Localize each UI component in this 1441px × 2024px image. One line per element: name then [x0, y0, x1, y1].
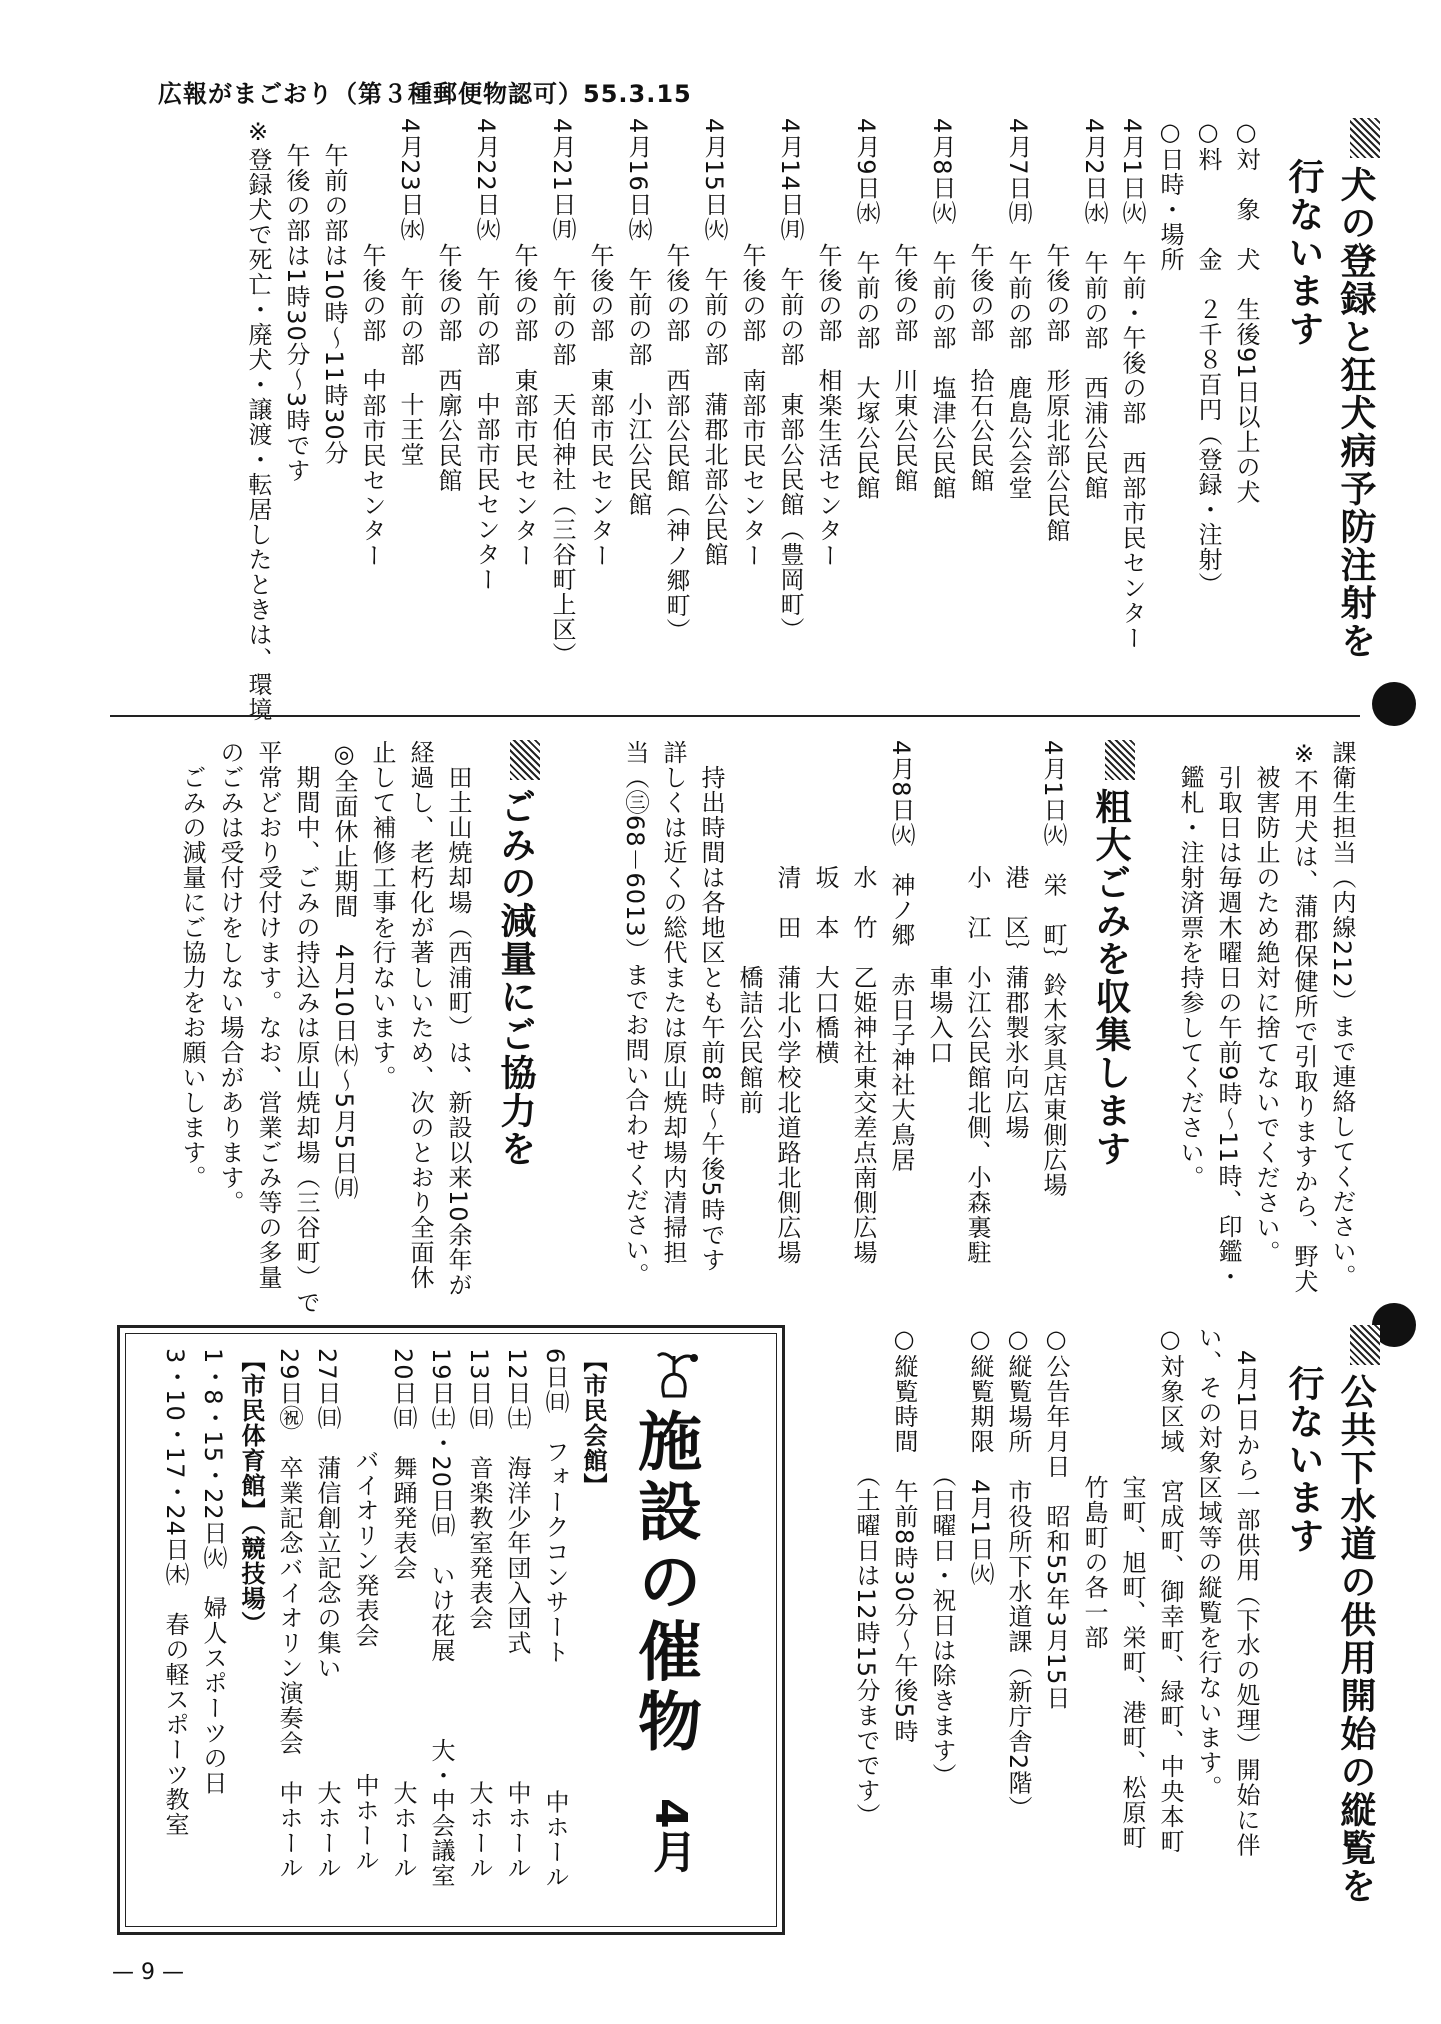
dog-schedule-row: 午後の部 拾石公民館	[966, 118, 994, 493]
garbage-line: のごみは受付けをしない場合があります。	[216, 740, 244, 1215]
dog-schedule-row: 4月2日㈬ 午前の部 西浦公民館	[1080, 118, 1108, 501]
garbage-title: ごみの減量にご協力を	[489, 740, 541, 1300]
bulky-line: 持出時間は各地区とも午前8時～午後5時です	[697, 740, 725, 1273]
bulky-line: 詳しくは近くの総代または原山焼却場内清掃担	[659, 740, 687, 1265]
dog-schedule-row: 午後の部 西部公民館（神ノ郷町）	[662, 118, 690, 643]
sewer-line: （日曜日・祝日は除きます）	[928, 1325, 956, 1788]
events-month: 4月	[645, 1798, 696, 1873]
dog-schedule-row: 午後の部 形原北部公民館	[1042, 118, 1070, 543]
dog-schedule-row: 4月22日㈫ 午前の部 中部市民センター	[472, 118, 500, 592]
bulky-line: 車場入口	[925, 740, 953, 1065]
garbage-line: ◎全面休止期間 4月10日㈭～5月5日㈪	[330, 740, 358, 1201]
dog-schedule-row: 4月8日㈫ 午前の部 塩津公民館	[928, 118, 956, 501]
events-row: 20日㈰ 舞踊発表会 大ホール	[389, 1348, 417, 1881]
dog-continued	[1171, 740, 1361, 1300]
sewer-line: 竹島町の各一部	[1080, 1325, 1108, 1650]
bulky-line: 港 区｝蒲郡製氷向広場	[1001, 740, 1029, 1140]
events-venue-heading: 【市民体育館】（競技場）	[237, 1348, 265, 1636]
events-venue-heading: 【市民会館】	[579, 1348, 607, 1498]
dog-schedule-row: 4月14日㈪ 午前の部 東部公民館（豊岡町）	[776, 118, 804, 642]
events-list	[156, 1348, 612, 1918]
dog-schedule-label: ○日時・場所	[1156, 118, 1184, 272]
sewer-line: ○縦覧期限 4月1日㈫	[966, 1325, 994, 1587]
sewer-line: ○公告年月日 昭和55年3月15日	[1042, 1325, 1070, 1711]
sewer-line: ○対象区域 宮成町、御幸町、緑町、中央本町	[1156, 1325, 1184, 1854]
dog-continued-line: 課衛生担当（内線212）まで連絡してください。	[1328, 740, 1356, 1289]
divider	[110, 715, 1360, 717]
garbage-line: 経過し、老朽化が著しいため、次のとおり全面休	[406, 740, 434, 1290]
bulky-line: 当（㊂68－6013）までお問い合わせください。	[621, 740, 649, 1288]
bulky-line: 小 江 小江公民館北側、小森裏駐	[963, 740, 991, 1265]
dog-schedule-row: 午後の部は1時30分～3時です	[282, 118, 310, 484]
dog-continued-line: 被害防止のため絶対に捨てないでください。	[1252, 740, 1280, 1265]
sewer-line: 宝町、旭町、栄町、港町、松原町	[1118, 1325, 1146, 1850]
sewer-title-line-1: 公共下水道の供用開始の縦覧を	[1329, 1325, 1381, 1925]
sewer-title-line-2: 行ないます	[1283, 1365, 1324, 1555]
sewer-article	[847, 1325, 1381, 1925]
garbage-line: ごみの減量にご協力をお願いします。	[178, 740, 206, 1190]
dog-title-line-1: 犬の登録と狂犬病予防注射を	[1329, 118, 1381, 698]
section-bar-icon	[1105, 740, 1135, 780]
garbage-line: 田土山焼却場（西浦町）は、新設以来10余年が	[444, 740, 472, 1298]
dog-title-line-2: 行ないます	[1283, 158, 1324, 348]
dog-continued-line: 引取日は毎週木曜日の午前9時～11時、印鑑・	[1214, 740, 1242, 1289]
dog-schedule-row: 4月21日㈪ 午前の部 天伯神社（三谷町上区）	[548, 118, 576, 667]
dog-schedule-row: 午後の部 東部市民センター	[510, 118, 538, 568]
garbage-line: 平常どおり受付けます。なお、営業ごみ等の多量	[254, 740, 282, 1290]
bullet-dot-icon	[1372, 682, 1416, 726]
events-row: 29日㊗ 卒業記念バイオリン演奏会 中ホール	[275, 1348, 303, 1881]
events-row: 12日㈯ 海洋少年団入団式 中ホール	[503, 1348, 531, 1881]
bulky-line: 水 竹 乙姫神社東交差点南側広場	[849, 740, 877, 1265]
dog-schedule-row: 4月16日㈬ 午前の部 小江公民館	[624, 118, 652, 517]
dog-schedule-row: 4月23日㈬ 午前の部 十王堂	[396, 118, 424, 467]
bulky-title: 粗大ごみを収集します	[1084, 740, 1136, 1300]
events-row: 6日㈰ フォークコンサート 中ホール	[541, 1348, 569, 1890]
page-number: — 9 —	[112, 1960, 184, 1985]
bulky-line: 清 田 蒲北小学校北道路北側広場	[773, 740, 801, 1265]
dog-schedule-row: 午前の部は10時～11時30分	[320, 118, 348, 466]
page-header: 広報がまごおり（第３種郵便物認可）55.3.15	[158, 80, 692, 108]
sewer-line: い、その対象区域等の縦覧を行ないます。	[1194, 1325, 1222, 1800]
garbage-line: 期間中、ごみの持込みは原山焼却場（三谷町）で	[292, 740, 320, 1315]
section-bar-icon	[1350, 1325, 1380, 1365]
dog-schedule-row: 4月9日㈬ 午前の部 大塚公民館	[852, 118, 880, 501]
dog-schedule-row: 午後の部 西廓公民館	[434, 118, 462, 493]
dog-continued-line: ※不用犬は、蒲郡保健所で引取りますから、野犬	[1290, 740, 1318, 1294]
dog-fee: ○料 金 ２千８百円（登録・注射）	[1194, 118, 1222, 597]
events-row: 1・8・15・22日㈫ 婦人スポーツの日	[199, 1348, 227, 1796]
events-row: 27日㈰ 蒲信創立記念の集い 大ホール	[313, 1348, 341, 1881]
events-row: 19日㈯・20日㈰ いけ花展 大・中会議室	[427, 1348, 455, 1889]
sewer-line: 4月1日から一部供用（下水の処理）開始に伴	[1232, 1325, 1260, 1858]
events-row: バイオリン発表会 中ホール	[351, 1348, 379, 1873]
sewer-line: （土曜日は12時15分までです）	[852, 1325, 880, 1829]
dog-schedule-row: 午後の部 東部市民センター	[586, 118, 614, 568]
section-bar-icon	[1350, 118, 1380, 158]
sewer-line: ○縦覧場所 市役所下水道課（新庁舎2階）	[1004, 1325, 1032, 1821]
dog-schedule-row: 4月15日㈫ 午前の部 蒲郡北部公民館	[700, 118, 728, 567]
events-row: 13日㈰ 音楽教室発表会 大ホール	[465, 1348, 493, 1881]
events-title: 施設の催物	[627, 1408, 701, 1758]
dog-schedule-row: 午後の部 川東公民館	[890, 118, 918, 493]
flower-vase-icon	[654, 1346, 704, 1402]
dog-target: ○対 象 犬 生後91日以上の犬	[1232, 118, 1260, 505]
bulky-line: 坂 本 大口橋横	[811, 740, 839, 1065]
dog-schedule-row: 午後の部 中部市民センター	[358, 118, 386, 568]
events-row: 3・10・17・24日㈭ 春の軽スポーツ教室	[161, 1348, 189, 1837]
bulky-line: 4月8日㈫ 神ノ郷 赤日子神社大鳥居	[887, 740, 915, 1173]
bulky-article	[616, 740, 1136, 1300]
section-bar-icon	[510, 740, 540, 780]
bulky-line: 4月1日㈫ 栄 町｝鈴木家具店東側広場	[1039, 740, 1067, 1198]
dog-article	[239, 118, 1381, 722]
sewer-line: ○縦覧時間 午前8時30分～午後5時	[890, 1325, 918, 1745]
dog-schedule-row: ※登録犬で死亡・廃犬・譲渡・転居したときは、環境	[244, 118, 272, 722]
dog-continued-line: 鑑札・注射済票を持参してください。	[1176, 740, 1204, 1190]
garbage-line: 止して補修工事を行ないます。	[368, 740, 396, 1090]
dog-schedule-row: 午後の部 南部市民センター	[738, 118, 766, 568]
garbage-article	[173, 740, 541, 1315]
dog-schedule-row: 午後の部 相楽生活センター	[814, 118, 842, 568]
dog-schedule-row: 4月1日㈫ 午前・午後の部 西部市民センター	[1118, 118, 1146, 651]
bulky-line: 橋詰公民館前	[735, 740, 763, 1115]
dog-schedule-row: 4月7日㈪ 午前の部 鹿島公会堂	[1004, 118, 1032, 501]
events-box	[117, 1325, 785, 1935]
